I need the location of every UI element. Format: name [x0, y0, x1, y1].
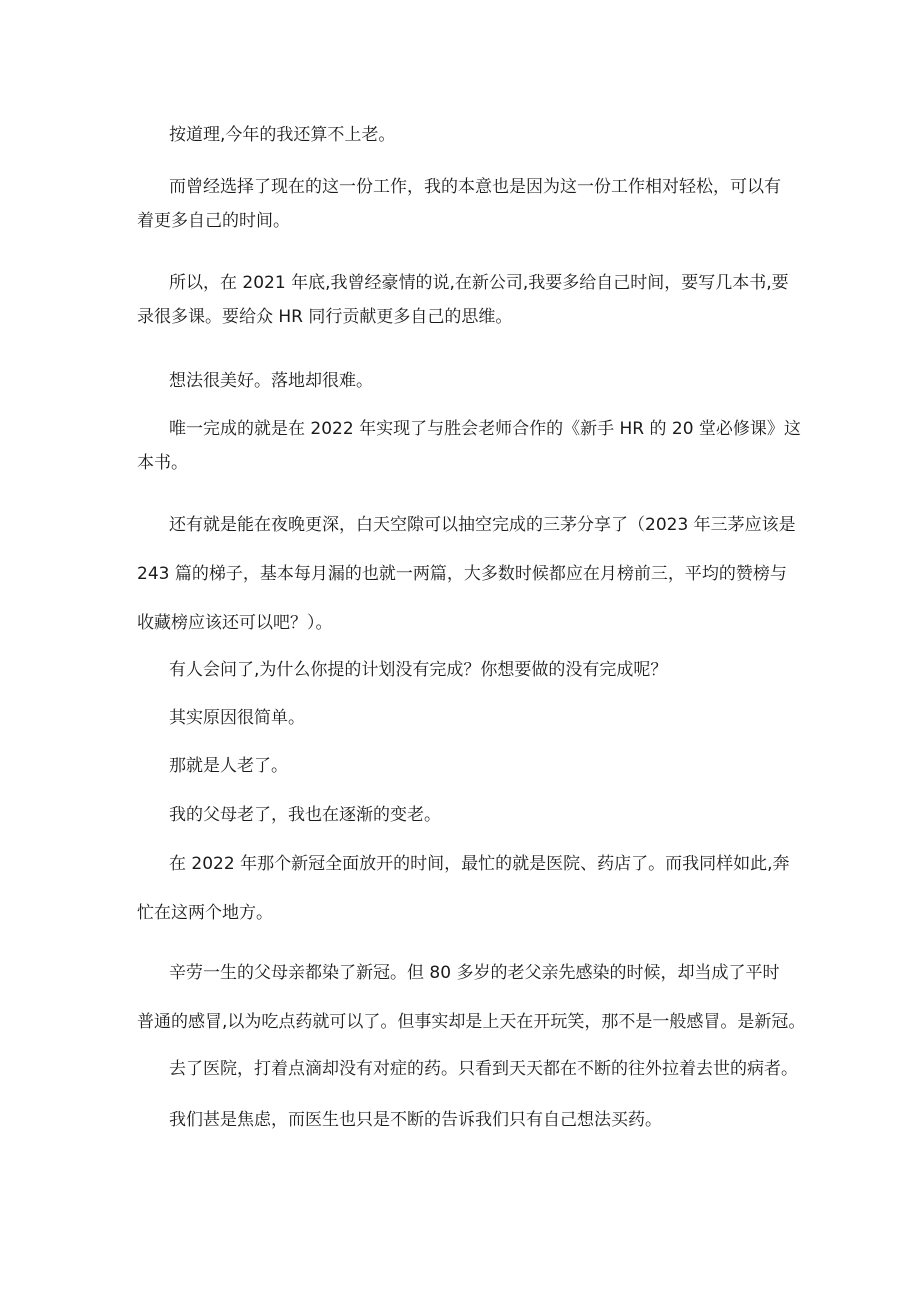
text-line: 在 2022 年那个新冠全面放开的时间，最忙的就是医院、药店了。而我同样如此,奔: [169, 854, 790, 874]
text-line: 去了医院，打着点滴却没有对症的药。只看到天天都在不断的往外拉着去世的病者。: [169, 1059, 798, 1079]
paragraph: [137, 412, 801, 480]
text-line: 普通的感冒,以为吃点药就可以了。但事实却是上天在开玩笑，那不是一般感冒。是新冠。: [137, 1012, 806, 1032]
text-line: 收藏榜应该还可以吧？）。: [137, 613, 333, 633]
text-line: 有人会问了,为什么你提的计划没有完成？你想要做的没有完成呢？: [169, 660, 668, 680]
paragraph: [137, 1103, 797, 1137]
text-line: 那就是人老了。: [169, 756, 288, 776]
text-line: 其实原因很简单。: [169, 708, 305, 728]
text-line: 唯一完成的就是在 2022 年实现了与胜会老师合作的《新手 HR 的 20 堂必修课》这: [169, 419, 801, 439]
paragraph: [137, 847, 797, 930]
text-line: 着更多自己的时间。: [137, 211, 290, 231]
text-line: 辛劳一生的父母亲都染了新冠。但 80 多岁的老父亲先感染的时候，却当成了平时: [169, 963, 780, 983]
text-line: 按道理,今年的我还算不上老。: [169, 125, 396, 145]
text-line: 想法很美好。落地却很难。: [169, 371, 373, 391]
text-line: 还有就是能在夜晚更深，白天空隙可以抽空完成的三茅分享了（2023 年三茅应该是: [169, 515, 796, 535]
text-line: 我的父母老了，我也在逐渐的变老。: [169, 805, 441, 825]
paragraph: [137, 749, 797, 783]
paragraph: [137, 1052, 797, 1086]
text-line: 而曾经选择了现在的这一份工作，我的本意也是因为这一份工作相对轻松，可以有: [169, 177, 781, 197]
paragraph: [137, 508, 797, 640]
paragraph: [137, 364, 797, 398]
text-line: 所以，在 2021 年底,我曾经豪情的说,在新公司,我要多给自己时间，要写几本书,要: [169, 273, 789, 293]
text-line: 我们甚是焦虑，而医生也只是不断的告诉我们只有自己想法买药。: [169, 1110, 662, 1130]
text-line: 忙在这两个地方。: [137, 903, 273, 923]
text-line: 本书。: [137, 453, 188, 473]
paragraph: [137, 118, 797, 152]
paragraph: [137, 701, 797, 735]
paragraph: [137, 798, 797, 832]
paragraph: [137, 653, 797, 687]
paragraph: [137, 956, 806, 1039]
paragraph: [137, 266, 797, 334]
paragraph: [137, 170, 797, 238]
text-line: 录很多课。要给众 HR 同行贡献更多自己的思维。: [137, 307, 513, 327]
text-line: 243 篇的梯子，基本每月漏的也就一两篇，大多数时候都应在月榜前三，平均的赞榜与: [137, 564, 787, 584]
